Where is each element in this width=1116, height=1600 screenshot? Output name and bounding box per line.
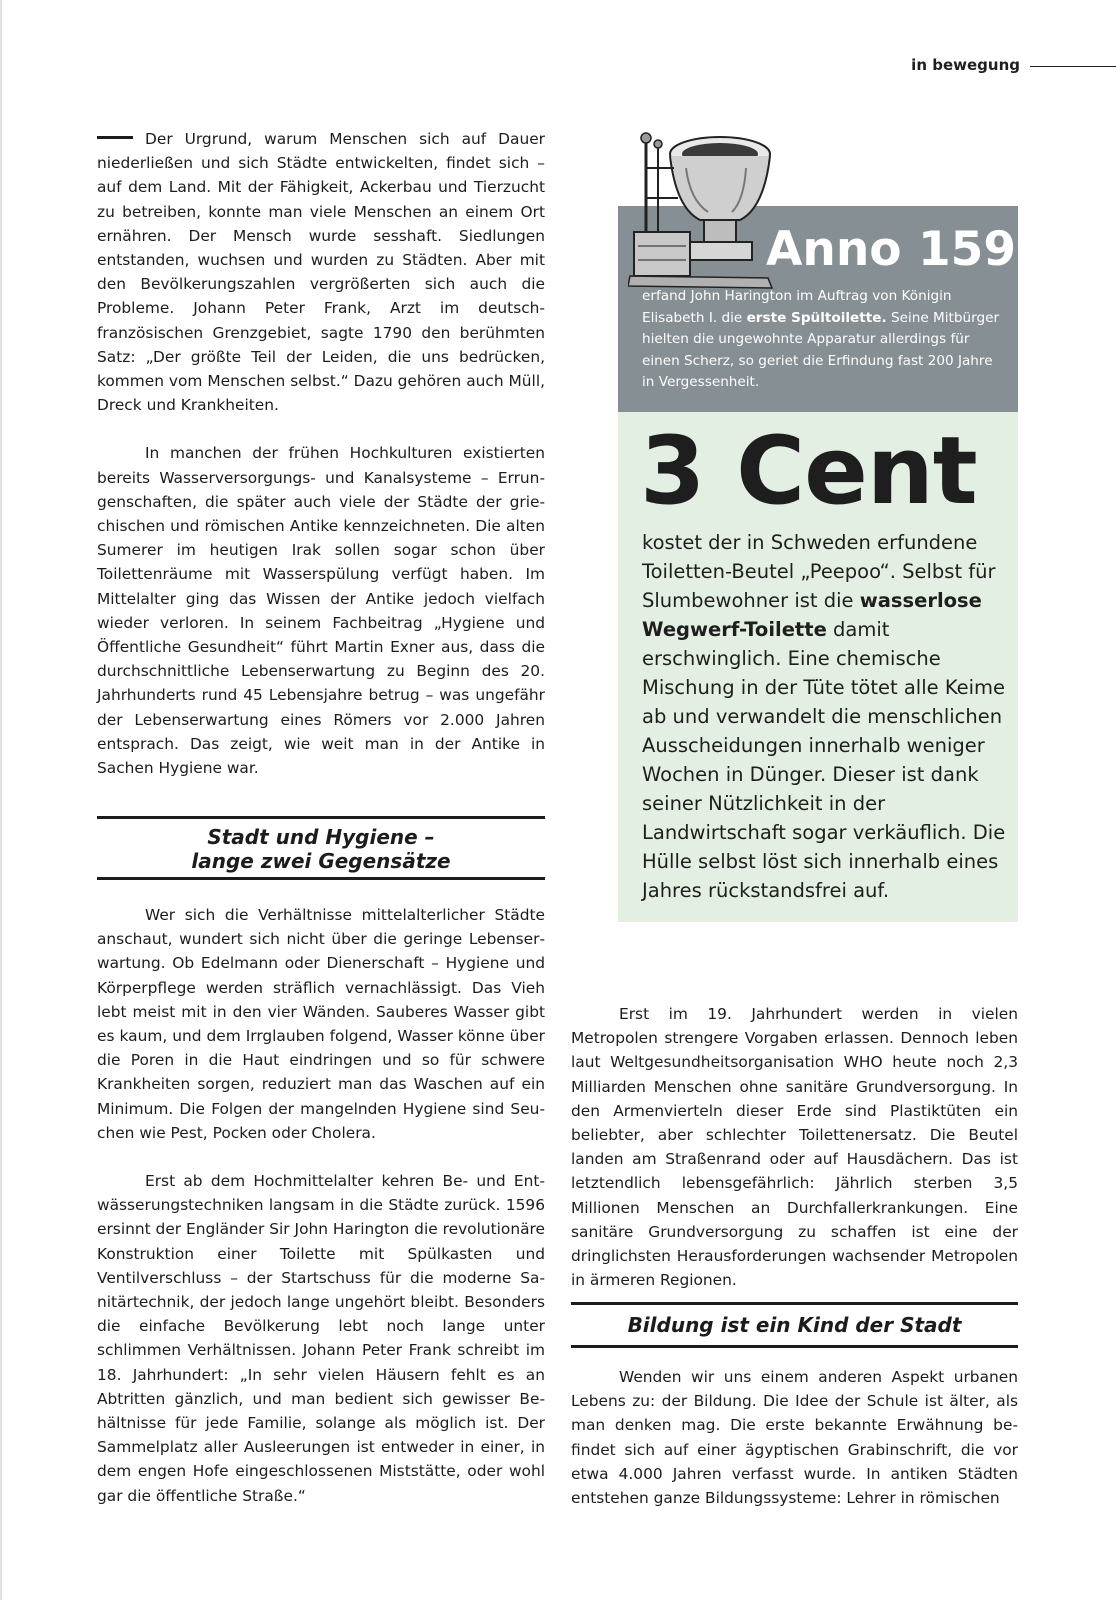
paragraph-hochkulturen: In manchen der frühen Hochkulturen existierten bereits Wasserversorgungs- und Kanalsysteme – Errungenschaften, die später auch viele der Städte der griechischen und römischen Antike kennzeichneten. Die alten Sumerer im heutigen Irak sollen sogar schon über Toilettenräume mit Wasserspülung verfügt haben. Im Mittelalter ging das Wissen der Antike jedoch vielfach wieder verloren. In seinem Fachbeitrag „Hygiene und Öffentliche Gesundheit“ führt Martin Exner aus, dass die durchschnittliche Lebenserwartung zu Beginn des 20. Jahrhunderts rund 45 Lebensjahre betrug – was ungefähr der Lebenserwartung eines Römers vor 2.000 Jahren entsprach. Das zeigt, wie weit man in der Antike in Sachen Hygiene war. <box>97 444 545 778</box>
paragraph-intro <box>97 127 545 417</box>
left-column-top <box>97 127 545 780</box>
section-label: in bewegung <box>911 56 1020 74</box>
paragraph-mittelalter: Wer sich die Verhältnisse mittelalterlicher Städte anschaut, wundert sich nicht über die geringe Lebenserwartung. Ob Edelmann oder Dienerschaft – Hygiene und Körperpflege werden sträflich vernachlässigt. Das Vieh lebt meist mit in den vier Wänden. Sauberes Wasser gibt es kaum, und dem Irrglauben folgend, Wasser könne über die Poren in die Haut eindringen und so für schwere Krankheiten sorgen, reduziert man das Waschen auf ein Minimum. Die Folgen der mangelnden Hygiene sind Seuchen wie Pest, Pocken oder Cholera. <box>97 906 545 1142</box>
page-edge-rule <box>0 0 2 1600</box>
heading-line-1: Stadt und Hygiene – <box>207 825 435 849</box>
heading-bildung-text: Bildung ist ein Kind der Stadt <box>627 1313 962 1337</box>
heading-line-2: lange zwei Gegensätze <box>191 849 451 873</box>
heading-bildung <box>571 1302 1018 1348</box>
lead-dash <box>97 136 133 139</box>
paragraph-19-jahrhundert: Erst im 19. Jahrhundert werden in vielen Metropolen strengere Vorgaben erlassen. Dennoch leben laut Weltgesundheitsorganisation WHO heute noch 2,3 Milliarden Menschen ohne sanitäre Grundversorgung. In den Armenvierteln dieser Erde sind Plastiktüten ein beliebter, aber schlechter Toilettenersatz. Die Beutel landen am Straßenrand oder auf Hausdächern. Das ist letztendlich lebensgefährlich: Jährlich sterben 3,5 Millionen Menschen an Durchfallerkrankungen. Eine sanitäre Grundversorgung zu schaffen ist eine der dringlichsten Herausforderungen wachsender Metropolen in ärmeren Regionen. <box>571 1005 1018 1290</box>
paragraph-intro-text: Der Urgrund, warum Menschen sich auf Dauer niederließen und sich Städte entwickelten, findet sich – auf dem Land. Mit der Fähigkeit, Ackerbau und Tierzucht zu betreiben, konnte man viele Menschen an einem Ort ernähren. Der Mensch wurde sesshaft. Siedlungen entstanden, wuchsen und wurden zu Städten. Aber mit den Bevölkerungszahlen vergrößerten sich auch die Probleme. Johann Peter Frank, Arzt im deutsch-französischen Grenzgebiet, sagte 1790 den berühmten Satz: „Der größte Teil der Leiden, die uns bedrücken, kommen vom Menschen selbst.“ Dazu gehören auch Müll, Dreck und Krankheiten. <box>97 130 545 415</box>
toilet-illustration <box>628 128 778 290</box>
heading-stadt-hygiene <box>97 816 545 880</box>
cent-highlight: wasserlose Wegwerf-Toilette <box>642 589 982 641</box>
right-column-top <box>571 1002 1018 1292</box>
header-rule <box>1030 66 1116 67</box>
paragraph-bildung: Wenden wir uns einem anderen Aspekt urbanen Lebens zu: der Bildung. Die Idee der Schule ist älter, als man denken mag. Die erste bekannte Erwähnung befindet sich auf einer ägyptischen Grabinschrift, die vor etwa 4.000 Jahren verfasst wurde. In antiken Städten entstehen ganze Bildungssysteme: Lehrer in römischen <box>571 1368 1018 1508</box>
anno-highlight: erste Spültoilette. <box>746 309 887 326</box>
cent-title: 3 Cent <box>640 417 977 526</box>
cent-text: kostet der in Schweden erfundene Toiletten-Beutel „Peepoo“. Selbst für Slumbewohner ist die wasserlose Wegwerf-Toilette damit erschwinglich. Eine chemische Mischung in der Tüte tötet alle Keime ab und verwandelt die menschlichen Ausscheidungen innerhalb weniger Wochen in Dünger. Dieser ist dank seiner Nützlichkeit in der Landwirtschaft sogar verkäuflich. Die Hülle selbst löst sich innerhalb eines Jahres rückstandsfrei auf. <box>642 531 1006 902</box>
paragraph-hochmittelalter: Erst ab dem Hochmittelalter kehren Be- und Entwässerungstechniken langsam in die Städte zurück. 1596 ersinnt der Engländer Sir John Harington die revolutionäre Konstruktion einer Toilette mit Spülkasten und Ventilverschluss – der Startschuss für die moderne Sanitärtechnik, der jedoch lange ungehört bleibt. Besonders die einfache Bevölkerung lebt noch lange unter schlimmen Verhältnissen. Johann Peter Frank schreibt im 18. Jahrhundert: „In sehr vielen Häusern fehlt es an Abtritten gänzlich, und man bedient sich gewisser Behältnisse für jede Familie, solange als möglich ist. Der Sammelplatz aller Ausleerungen ist entweder in einer, in dem engen Hofe eingeschlossenen Miststätte, oder wohl gar die öffentliche Straße.“ <box>97 1172 545 1505</box>
anno-title: Anno 1596 <box>766 222 1049 277</box>
anno-text: erfand John Harington im Auftrag von Königin Elisabeth I. die erste Spültoilette. Seine Mitbürger hielten die ungewohnte Apparatur allerdings für einen Scherz, so geriet die Erfindung fast 200 Jahre in Vergessenheit. <box>642 288 1000 390</box>
right-column-bottom <box>571 1365 1018 1510</box>
left-column-bottom <box>97 903 545 1508</box>
